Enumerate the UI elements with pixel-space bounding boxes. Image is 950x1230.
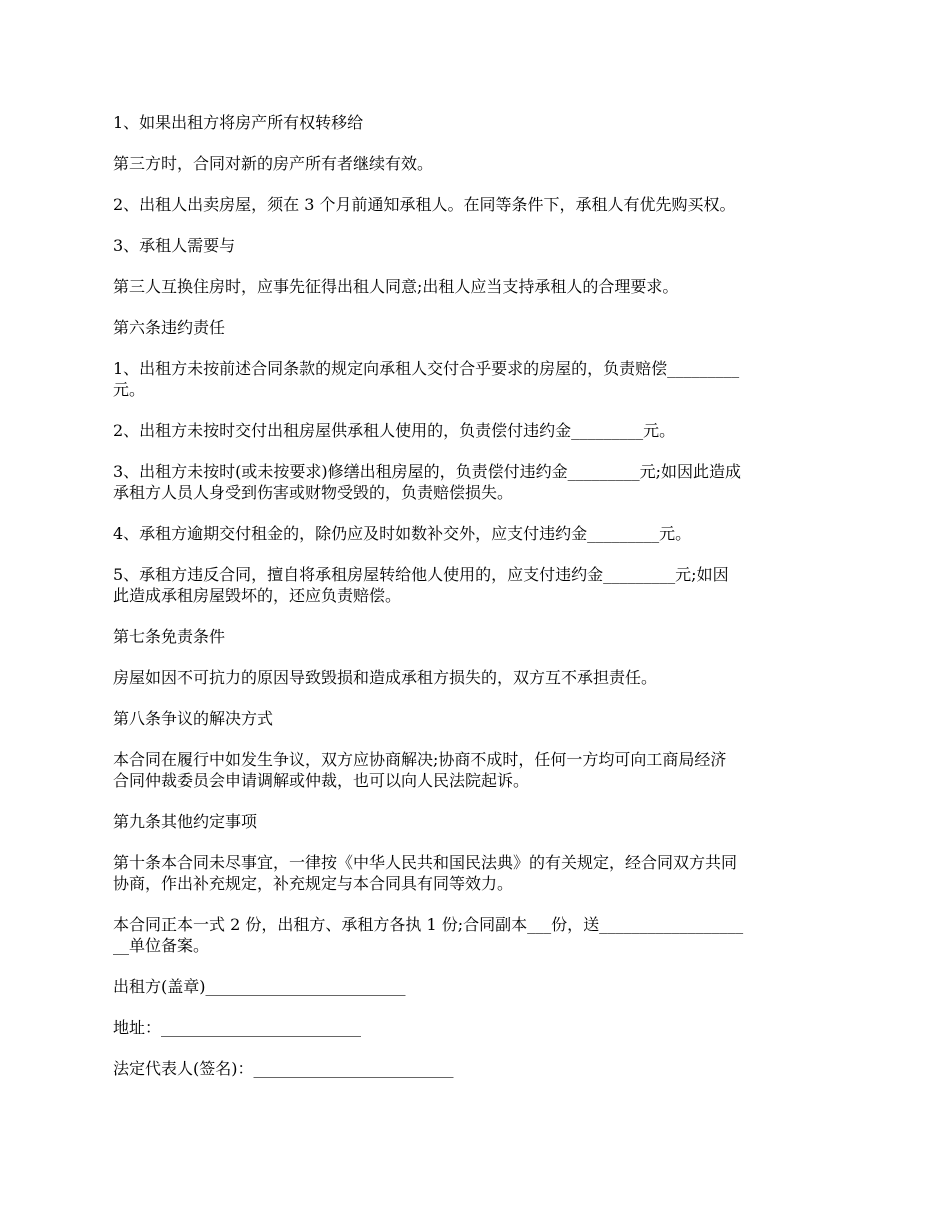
lessor-seal-line: 出租方(盖章)_________________________ xyxy=(113,977,406,996)
liability-item-1: 1、出租方未按前述合同条款的规定向承租人交付合乎要求的房屋的，负责赔偿_________ 元。 xyxy=(113,359,740,399)
address-line: 地址：_________________________ xyxy=(113,1018,362,1037)
sale-notice-clause: 2、出租人出卖房屋，须在 3 个月前通知承租人。在同等条件下，承租人有优先购买权。 xyxy=(113,195,736,214)
transfer-clause-1: 1、如果出租方将房产所有权转移给 xyxy=(113,113,364,132)
article-9-heading: 第九条其他约定事项 xyxy=(113,812,258,831)
force-majeure-clause: 房屋如因不可抗力的原因导致毁损和造成承租方损失的，双方互不承担责任。 xyxy=(113,668,658,687)
liability-item-2: 2、出租方未按时交付出租房屋供承租人使用的，负责偿付违约金_________元。 xyxy=(113,421,676,440)
liability-item-3: 3、出租方未按时(或未按要求)修缮出租房屋的，负责偿付违约金_________元;如因此造成 承租方人员人身受到伤害或财物受毁的，负责赔偿损失。 xyxy=(113,462,742,502)
article-8-heading: 第八条争议的解决方式 xyxy=(113,709,274,728)
copies-clause: 本合同正本一式 2 份，出租方、承租方各执 1 份;合同副本___份，送__________________ __单位备案。 xyxy=(113,915,744,955)
article-7-heading: 第七条免责条件 xyxy=(113,627,226,646)
exchange-clause: 3、承租人需要与 xyxy=(113,236,236,255)
liability-item-5: 5、承租方违反合同，擅自将承租房屋转给他人使用的，应支付违约金_________元;如因 此造成承租房屋毁坏的，还应负责赔偿。 xyxy=(113,565,729,605)
document-page xyxy=(113,112,843,1099)
article-10-clause: 第十条本合同未尽事宜，一律按《中华人民共和国民法典》的有关规定，经合同双方共同 协商，作出补充规定，补充规定与本合同具有同等效力。 xyxy=(113,853,738,893)
article-6-heading: 第六条违约责任 xyxy=(113,318,226,337)
dispute-clause: 本合同在履行中如发生争议，双方应协商解决;协商不成时，任何一方均可向工商局经济 合同仲裁委员会申请调解或仲裁，也可以向人民法院起诉。 xyxy=(113,750,727,790)
transfer-clause-1-cont: 第三方时，合同对新的房产所有者继续有效。 xyxy=(113,154,434,173)
liability-item-4: 4、承租方逾期交付租金的，除仍应及时如数补交外，应支付违约金_________元。 xyxy=(113,524,692,543)
exchange-clause-cont: 第三人互换住房时，应事先征得出租人同意;出租人应当支持承租人的合理要求。 xyxy=(113,277,679,296)
legal-rep-signature-line: 法定代表人(签名)：_________________________ xyxy=(113,1059,454,1078)
